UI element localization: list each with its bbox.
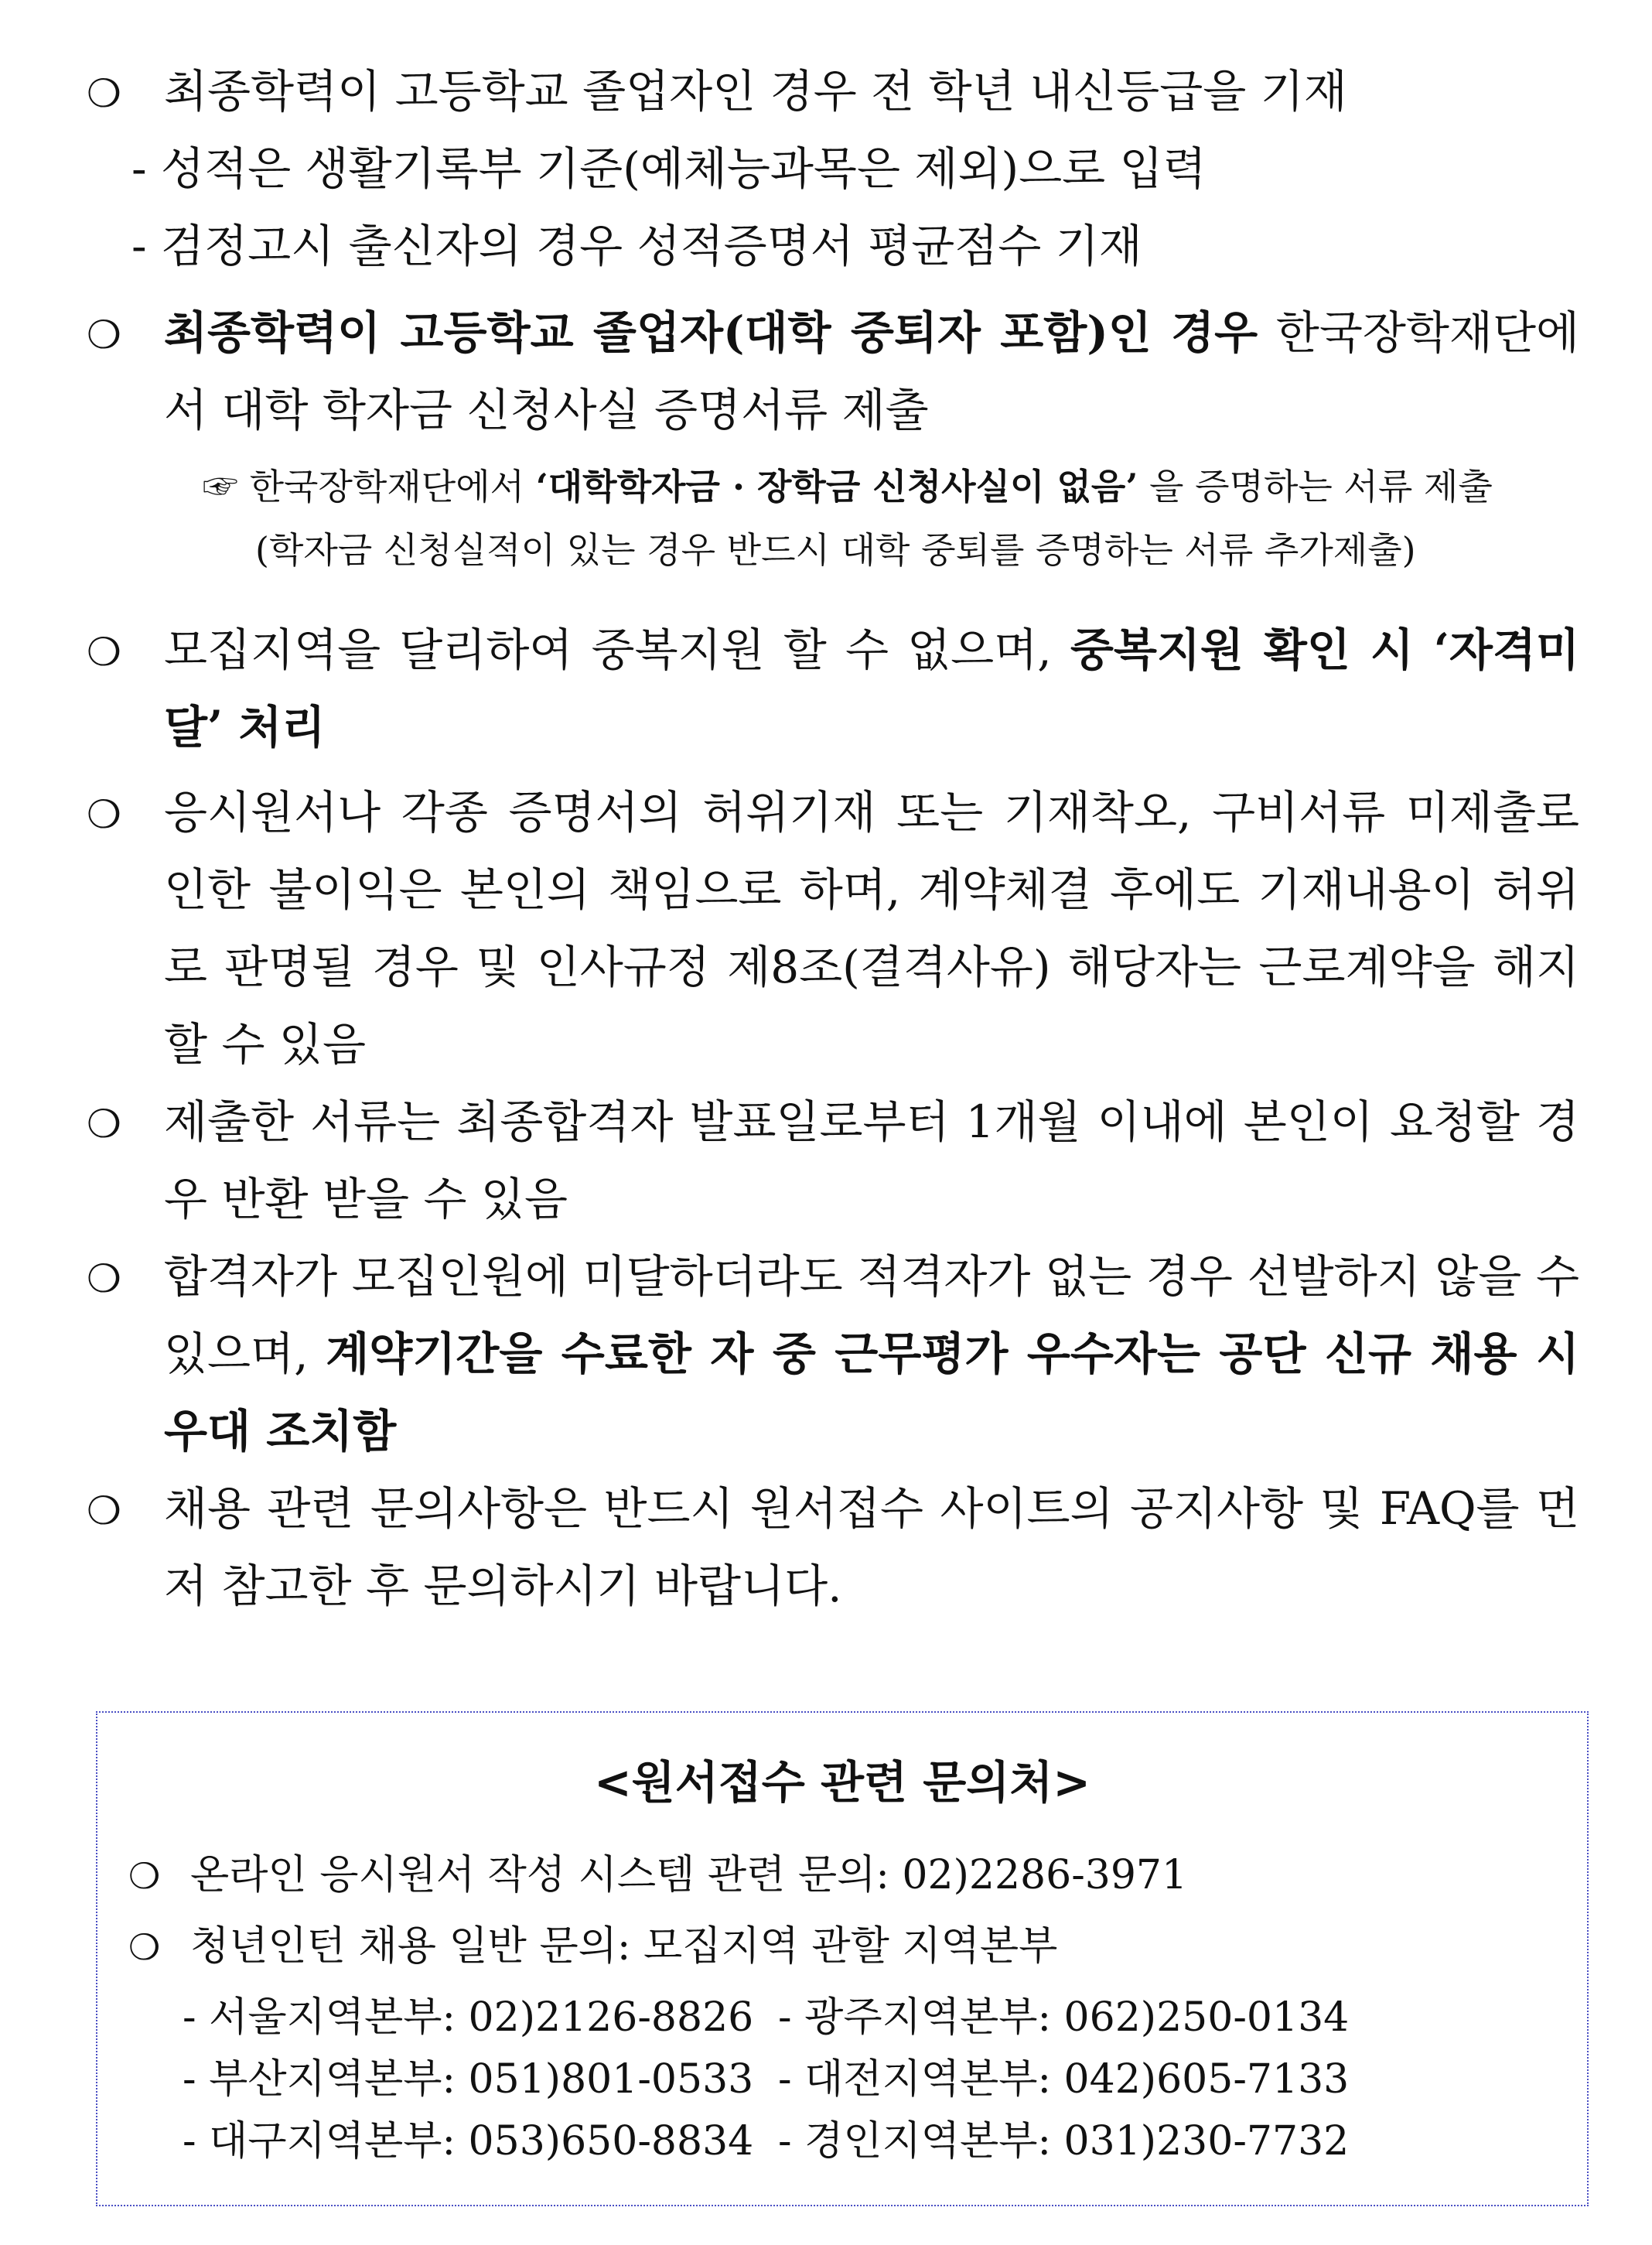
circle-bullet-icon: ❍ (87, 1256, 121, 1301)
notice-plain-text: 한국장학재단에서 대학 학자금 신청사실 증명서류 제출 (164, 306, 1580, 436)
notice-item-document-return (87, 1083, 1579, 1238)
sub-item-record: - 성적은 생활기록부 기준(예체능과목은 제외)으로 입력 (131, 142, 1207, 195)
notice-text: 최종학력이 고등학교 졸업자인 경우 전 학년 내신등급을 기재 (164, 65, 1347, 118)
notice-item-inquiry (87, 1470, 1579, 1625)
note-prefix: ☞ 한국장학재단에서 (203, 466, 536, 507)
contact-line-online (128, 1844, 1187, 1907)
notice-text: 제출한 서류는 최종합격자 발표일로부터 1개월 이내에 본인이 요청할 경우 반환 받을 수 있음 (164, 1095, 1579, 1225)
region-contact-daejeon: - 대전지역본부: 042)605-7133 (778, 2056, 1350, 2103)
notice-item-grade (87, 53, 1579, 130)
region-contact-daegu: - 대구지역본부: 053)650-8834 (183, 2118, 754, 2165)
notice-item-selection (87, 1238, 1579, 1470)
notice-bold-text: 최종학력이 고등학교 졸업자(대학 중퇴자 포함)인 경우 (164, 306, 1258, 359)
circle-bullet-icon: ❍ (87, 1102, 121, 1146)
region-contact-gwangju: - 광주지역본부: 062)250-0134 (778, 1994, 1350, 2041)
region-contact-seoul: - 서울지역본부: 02)2126-8826 (183, 1994, 754, 2041)
notice-text (164, 1238, 1579, 1470)
note-line-additional: (학자금 신청실적이 있는 경우 반드시 대학 중퇴를 증명하는 서류 추가제출) (255, 529, 1416, 571)
notice-text (164, 294, 1579, 449)
note-bold: ‘대학학자금 · 장학금 신청사실이 없음’ (535, 466, 1138, 507)
notice-text (164, 611, 1579, 766)
circle-bullet-icon: ❍ (87, 1488, 121, 1533)
circle-bullet-icon: ❍ (128, 1855, 161, 1897)
contact-box-title: <원서접수 관련 문의처> (594, 1756, 1091, 1809)
contact-line-general (128, 1915, 1057, 1978)
notice-item-false-info (87, 774, 1579, 1083)
region-contact-gyeongin: - 경인지역본부: 031)230-7732 (778, 2118, 1350, 2165)
circle-bullet-icon: ❍ (87, 630, 121, 675)
notice-bold-text: 계약기간을 수료한 자 중 근무평가 우수자는 공단 신규 채용 시 우대 조치함 (164, 1328, 1579, 1457)
region-contact-busan: - 부산지역본부: 051)801-0533 (183, 2056, 754, 2103)
notice-item-duplicate (87, 611, 1579, 766)
note-suffix: 을 증명하는 서류 제출 (1138, 466, 1493, 507)
note-line-proof (203, 460, 1493, 514)
notice-item-scholarship (87, 294, 1579, 449)
notice-text: 채용 관련 문의사항은 반드시 원서접수 사이트의 공지사항 및 FAQ를 먼저 참고한 후 문의하시기 바랍니다. (164, 1482, 1579, 1612)
circle-bullet-icon: ❍ (87, 71, 121, 116)
notice-plain-text: 합격자가 모집인원에 미달하더라도 적격자가 없는 경우 선발하지 않을 수 있으며, (164, 1250, 1579, 1380)
notice-text: 응시원서나 각종 증명서의 허위기재 또는 기재착오, 구비서류 미제출로 인한 불이익은 본인의 책임으로 하며, 계약체결 후에도 기재내용이 허위로 판명될 경우 및 인사규정 제8조(결격사유) 해당자는 근로계약을 해지할 수 있음 (164, 786, 1579, 1071)
contact-box (96, 1711, 1589, 2206)
notice-plain-text: 모집지역을 달리하여 중복지원 할 수 없으며, (164, 624, 1070, 676)
contact-line-text: 청년인턴 채용 일반 문의: 모집지역 관할 지역본부 (190, 1923, 1058, 1970)
sub-item-ged: - 검정고시 출신자의 경우 성적증명서 평균점수 기재 (131, 220, 1142, 272)
circle-bullet-icon: ❍ (87, 313, 121, 357)
contact-line-text: 온라인 응시원서 작성 시스템 관련 문의: 02)2286-3971 (190, 1852, 1188, 1898)
notice-bold-text: 중복지원 확인 시 ‘자격미달’ 처리 (164, 624, 1579, 753)
circle-bullet-icon: ❍ (87, 792, 121, 837)
circle-bullet-icon: ❍ (128, 1926, 161, 1968)
